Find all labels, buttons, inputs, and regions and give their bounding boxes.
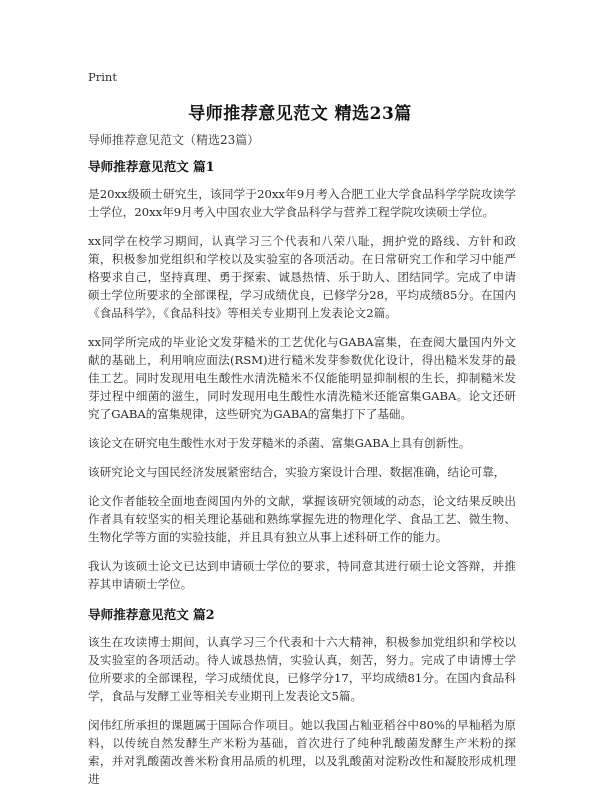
section-2-paragraph-2: 闵伟红所承担的课题属于国际合作项目。她以我国占籼亚稻谷中80%的早籼稻为原料，以传统自然发酵生产米粉为基础，首次进行了纯种乳酸菌发酵生产米粉的探索，并对乳酸菌改善米粉食用品质的机理，以及乳酸菌对淀粉改性和凝胶形成机理进	[88, 718, 516, 786]
print-label[interactable]: Print	[88, 70, 117, 84]
section-1-paragraph-4: 该论文在研究电生酸性水对于发芽糙米的杀菌、富集GABA上具有创新性。	[88, 436, 471, 450]
section-heading-2: 导师推荐意见范文 篇2	[88, 607, 215, 622]
section-1-paragraph-2: xx同学在校学习期间，认真学习三个代表和八荣八耻，拥护党的路线、方针和政策，积极参加党组织和学校以及实验室的各项活动。在日常研究工作和学习中能严格要求自己，坚持真理、勇于探索、诚恳热情、乐于助人、团结同学。完成了申请硕士学位所要求的全部课程，学习成绩优良，已修学分28，平均成绩85分。在国内《食品科学》，《食品科技》等相关专业期刊上发表论文2篇。	[88, 234, 516, 320]
section-2-paragraph-1: 该生在攻读博士期间，认真学习三个代表和十六大精神，积极参加党组织和学校以及实验室的各项活动。待人诚恳热情，实验认真，刻苦，努力。完成了申请博士学位所要求的全部课程，学习成绩优良，已修学分17，平均成绩81分。在国内食品科学，食品与发酵工业等相关专业期刊上发表论文5篇。	[88, 635, 516, 703]
section-heading-1: 导师推荐意见范文 篇1	[88, 159, 215, 174]
section-1-paragraph-3: xx同学所完成的毕业论文发芽糙米的工艺优化与GABA富集，在查阅大量国内外文献的基础上，利用响应面法(RSM)进行糙米发芽参数优化设计，得出糙米发芽的最佳工艺。同时发现用电生酸性水清洗糙米不仅能能明显抑制根的生长，抑制糙米发芽过程中细菌的滋生，同时发现用电生酸性水清洗糙米还能富集GABA。论文还研究了GABA的富集规律，这些研究为GABA的富集打下了基础。	[88, 335, 516, 421]
document-subtitle: 导师推荐意见范文（精选23篇）	[88, 133, 260, 147]
section-1-paragraph-5: 该研究论文与国民经济发展紧密结合，实验方案设计合理、数据准确，结论可靠，	[88, 465, 506, 479]
section-1-paragraph-7: 我认为该硕士论文已达到申请硕士学位的要求，特同意其进行硕士论文答辩，并推荐其申请硕士学位。	[88, 559, 516, 591]
page-title: 导师推荐意见范文 精选23篇	[188, 104, 412, 124]
section-1-paragraph-6: 论文作者能较全面地查阅国内外的文献，掌握该研究领域的动态，论文结果反映出作者具有较坚实的相关理论基础和熟练掌握先进的物理化学、食品工艺、微生物、生物化学等方面的实验技能，并且具有独立从事上述科研工作的能力。	[88, 494, 516, 544]
section-1-paragraph-1: 是20xx级硕士研究生，该同学于20xx年9月考入合肥工业大学食品科学学院攻读学士学位，20xx年9月考入中国农业大学食品科学与营养工程学院攻读硕士学位。	[88, 187, 516, 219]
document-body	[88, 159, 516, 799]
